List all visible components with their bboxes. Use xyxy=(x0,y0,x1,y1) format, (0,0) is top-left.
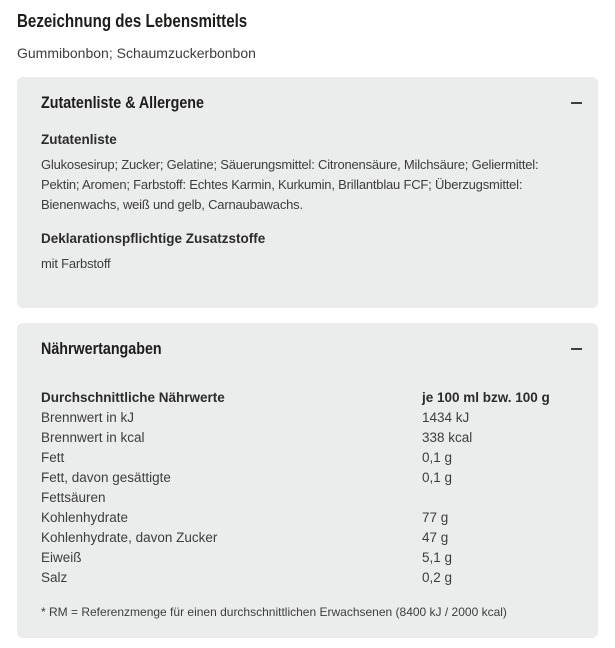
product-name: Gummibonbon; Schaumzuckerbonbon xyxy=(17,45,256,61)
nutrient-value: 47 g xyxy=(422,530,449,545)
ingredients-list-heading: Zutatenliste xyxy=(41,132,117,147)
nutrient-value: 0,2 g xyxy=(422,570,453,585)
nutrient-value: 0,1 g xyxy=(422,470,453,485)
nutrient-label: Fett, davon gesättigte Fettsäuren xyxy=(41,470,171,505)
page-title xyxy=(17,10,598,32)
nutrition-table xyxy=(41,388,574,620)
minus-icon[interactable] xyxy=(571,348,582,350)
nutrition-header-label: Durchschnittliche Nährwerte xyxy=(41,390,225,405)
minus-icon[interactable] xyxy=(571,102,582,104)
nutrient-label: Brennwert in kJ xyxy=(41,410,135,425)
ingredients-section-body xyxy=(41,131,574,274)
table-row xyxy=(41,548,574,568)
reference-amount-footnote: * RM = Referenzmenge für einen durchschnittlichen Erwachsenen (8400 kJ / 2000 kcal) xyxy=(41,605,507,619)
table-row xyxy=(41,508,574,528)
nutrient-value: 0,1 g xyxy=(422,450,453,465)
nutrient-label: Kohlenhydrate xyxy=(41,510,129,525)
nutrient-label: Salz xyxy=(41,570,68,585)
ingredients-list-text: Glukosesirup; Zucker; Gelatine; Säuerungsmittel: Citronensäure, Milchsäure; Geliermittel: Pektin; Aromen; Farbstoff: Echtes Karmin, Kurkumin, Brillantblau FCF; Überzugsmittel: Bienenwachs, weiß und gelb, Carnaubawachs. xyxy=(41,157,539,212)
nutrition-table-rows xyxy=(41,408,574,588)
nutrient-label: Eiweiß xyxy=(41,550,82,565)
food-info-page xyxy=(0,10,615,638)
table-row xyxy=(41,448,574,468)
nutrient-value: 5,1 g xyxy=(422,550,453,565)
table-row xyxy=(41,528,574,548)
nutrition-card xyxy=(17,323,598,638)
page-title-text: Bezeichnung des Lebensmittels xyxy=(17,11,248,31)
table-row xyxy=(41,408,574,428)
nutrient-value: 1434 kJ xyxy=(422,410,470,425)
table-row xyxy=(41,428,574,448)
nutrition-table-header xyxy=(41,388,574,408)
nutrition-accordion-header[interactable] xyxy=(41,336,574,362)
ingredients-section-title: Zutatenliste & Allergene xyxy=(41,93,204,112)
nutrition-section-title: Nährwertangaben xyxy=(41,339,162,358)
ingredients-accordion-header[interactable] xyxy=(41,90,574,116)
nutrient-value: 338 kcal xyxy=(422,430,473,445)
ingredients-allergens-card xyxy=(17,77,598,308)
table-row xyxy=(41,568,574,588)
nutrient-label: Brennwert in kcal xyxy=(41,430,145,445)
nutrient-value: 77 g xyxy=(422,510,449,525)
nutrient-label: Kohlenhydrate, davon Zucker xyxy=(41,530,218,545)
nutrient-label: Fett xyxy=(41,450,65,465)
declarable-additives-text: mit Farbstoff xyxy=(41,256,111,271)
declarable-additives-heading: Deklarationspflichtige Zusatzstoffe xyxy=(41,231,266,246)
table-row xyxy=(41,468,574,508)
nutrition-header-value: je 100 ml bzw. 100 g xyxy=(422,390,550,405)
